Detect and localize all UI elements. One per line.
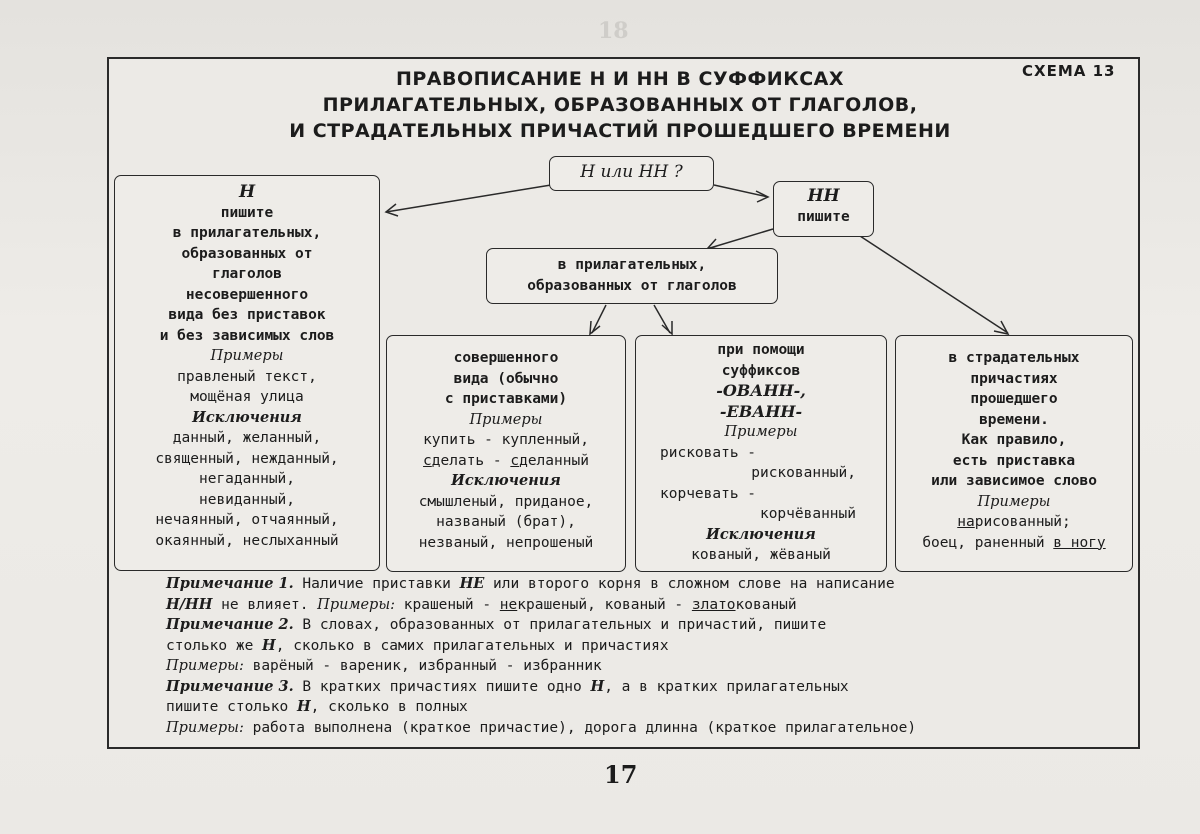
left-exception: нечаянный, отчаянный, [155, 512, 339, 528]
col1-line: вида (обычно [453, 370, 559, 387]
left-example: правленый текст, [177, 368, 317, 385]
note-text: , сколько в полных [310, 699, 468, 715]
note-text: пишите столько [166, 699, 297, 715]
nn-letters: НН [807, 186, 840, 206]
col1-exceptions-label: Исключения [451, 472, 561, 489]
note-examples-label: Примеры: [166, 719, 244, 736]
arrowhead-nn [756, 191, 768, 202]
arrow-to-nn [714, 185, 768, 197]
col3-line: в страдательных [948, 350, 1080, 366]
left-line: несовершенного [185, 286, 309, 303]
left-line: пишите [220, 204, 274, 221]
col2-example: рисковать - [660, 444, 757, 461]
arrow-to-col3 [860, 236, 1008, 333]
col2-exception: кованый, жёваный [691, 547, 831, 563]
col3-line: прошедшего [970, 391, 1058, 407]
note-text: варёный - вареник, избранный - избранник [243, 658, 602, 674]
col2-example: корчевать - [660, 485, 757, 502]
ex2-part: деланный [519, 452, 589, 469]
col1-examples-label: Примеры [469, 411, 543, 428]
left-line: и без зависимых слов [159, 327, 335, 344]
col1-line: с приставками) [444, 391, 568, 407]
col1-exception: незваный, непрошеный [418, 534, 594, 551]
note-hn: Н/НН [166, 595, 213, 613]
arrow-to-adj [710, 229, 773, 248]
col1-example-1: купить - купленный, [423, 432, 589, 448]
adj-line-1: в прилагательных, [557, 257, 707, 273]
schema-label: СХЕМА 13 [1022, 62, 1116, 80]
participles-box [895, 335, 1133, 572]
ex-part: рисованный; [974, 514, 1071, 530]
note-ne: НЕ [459, 575, 485, 592]
ex2-part: делать - [431, 452, 511, 469]
note-2-line-3 [166, 656, 1126, 677]
note-1-line-2 [166, 595, 1126, 616]
suffix-evann: -ЕВАНН- [719, 401, 803, 421]
col3-line: Как правило, [961, 432, 1067, 448]
suffix-box [635, 335, 887, 572]
perfective-box [386, 335, 626, 572]
note-text: или второго корня в сложном слове на написание [484, 576, 895, 592]
col3-example-1 [896, 512, 1132, 533]
left-example: мощёная улица [190, 389, 304, 405]
question-label: Н или НН ? [580, 162, 683, 182]
col1-exception: названый (брат), [436, 514, 576, 530]
arrow-to-col1 [592, 305, 606, 333]
left-line: образованных от [181, 245, 313, 262]
col1-exception: смышленый, приданое, [418, 493, 594, 510]
col2-exceptions-label: Исключения [706, 525, 816, 543]
note-1-label: Примечание 1. [166, 575, 294, 592]
arrow-to-col2 [654, 305, 670, 333]
note-text: Наличие приставки [293, 576, 460, 592]
note-examples-label: Примеры: [166, 658, 244, 674]
bleed-through-page-number: 18 [598, 18, 629, 44]
left-exception: негаданный, [198, 471, 296, 487]
left-exceptions-label: Исключения [192, 408, 302, 426]
n-letter: Н [238, 182, 256, 202]
note-underline: злато [691, 596, 736, 613]
title-line-2: ПРИЛАГАТЕЛЬНЫХ, ОБРАЗОВАННЫХ ОТ ГЛАГОЛОВ, [322, 94, 918, 116]
col1-example-2 [387, 451, 625, 472]
note-text: , сколько в самих прилагательных и причастиях [275, 637, 669, 654]
note-h: Н [262, 636, 276, 654]
note-examples-label: Примеры: [317, 596, 396, 613]
page-number: 17 [604, 760, 638, 789]
col3-line: причастиях [970, 370, 1058, 387]
note-1-line-1 [166, 574, 1126, 595]
note-2-label: Примечание 2. [166, 616, 294, 633]
arrow-to-n [386, 185, 551, 212]
prefix-underline: на [957, 514, 975, 530]
note-text: крашеный, кованый - [517, 596, 692, 613]
notes-section [166, 574, 1126, 738]
left-exception: окаянный, неслыханный [155, 532, 339, 549]
left-exception: священный, нежданный, [155, 450, 339, 467]
col1-line: совершенного [453, 350, 559, 366]
note-3-label: Примечание 3. [166, 677, 294, 695]
left-line: вида без приставок [168, 307, 326, 323]
dependent-word-underline: в ногу [1053, 534, 1106, 551]
note-h: Н [296, 698, 311, 715]
note-3-line-3 [166, 718, 1126, 739]
note-text: В кратких причастиях пишите одно [293, 678, 591, 695]
note-text: не влияет. [212, 596, 318, 613]
note-text: работа выполнена (краткое причастие), дорога длинна (краткое прилагательное) [243, 719, 917, 736]
note-text: столько же [166, 637, 263, 654]
note-underline: не [499, 596, 518, 613]
note-3-line-1 [166, 677, 1126, 698]
note-text: В словах, образованных от прилагательных и причастий, пишите [293, 617, 827, 633]
prefix-underline: с [423, 452, 432, 469]
col2-examples-label: Примеры [724, 424, 798, 440]
question-box [549, 156, 714, 191]
note-text: , а в кратких прилагательных [604, 678, 849, 695]
col3-line: есть приставка [952, 452, 1076, 469]
single-n-box [114, 175, 380, 571]
left-line: глаголов [212, 266, 282, 282]
note-text: крашеный - [395, 596, 500, 613]
left-exception: невиданный, [198, 491, 296, 508]
left-examples-label: Примеры [210, 348, 284, 364]
col2-example: корчёванный [759, 506, 856, 522]
left-exception: данный, желанный, [172, 430, 322, 446]
ex-part: боец, раненный [922, 534, 1054, 551]
suffix-ovann: -ОВАНН-, [716, 381, 806, 400]
col2-line: суффиксов [721, 362, 801, 379]
note-text: кованый [735, 596, 797, 613]
title-line-3: И СТРАДАТЕЛЬНЫХ ПРИЧАСТИЙ ПРОШЕДШЕГО ВРЕМЕНИ [289, 120, 951, 142]
note-2-line-2 [166, 636, 1126, 657]
title-line-1: ПРАВОПИСАНИЕ Н И НН В СУФФИКСАХ [395, 68, 845, 90]
nn-box [773, 181, 874, 237]
col3-line: или зависимое слово [931, 473, 1097, 489]
col3-examples-label: Примеры [977, 493, 1051, 510]
left-line: в прилагательных, [172, 225, 322, 241]
adjectives-box [486, 248, 778, 304]
prefix-underline: с [510, 452, 520, 469]
note-h: Н [590, 677, 605, 695]
col2-example: рискованный, [751, 465, 856, 481]
nn-write: пишите [797, 208, 850, 225]
col2-line: при помощи [717, 342, 805, 358]
adj-line-2: образованных от глаголов [527, 277, 737, 294]
col3-example-2 [896, 533, 1132, 554]
note-3-line-2 [166, 697, 1126, 718]
col3-line: времени. [979, 411, 1049, 428]
note-2-line-1 [166, 615, 1126, 636]
